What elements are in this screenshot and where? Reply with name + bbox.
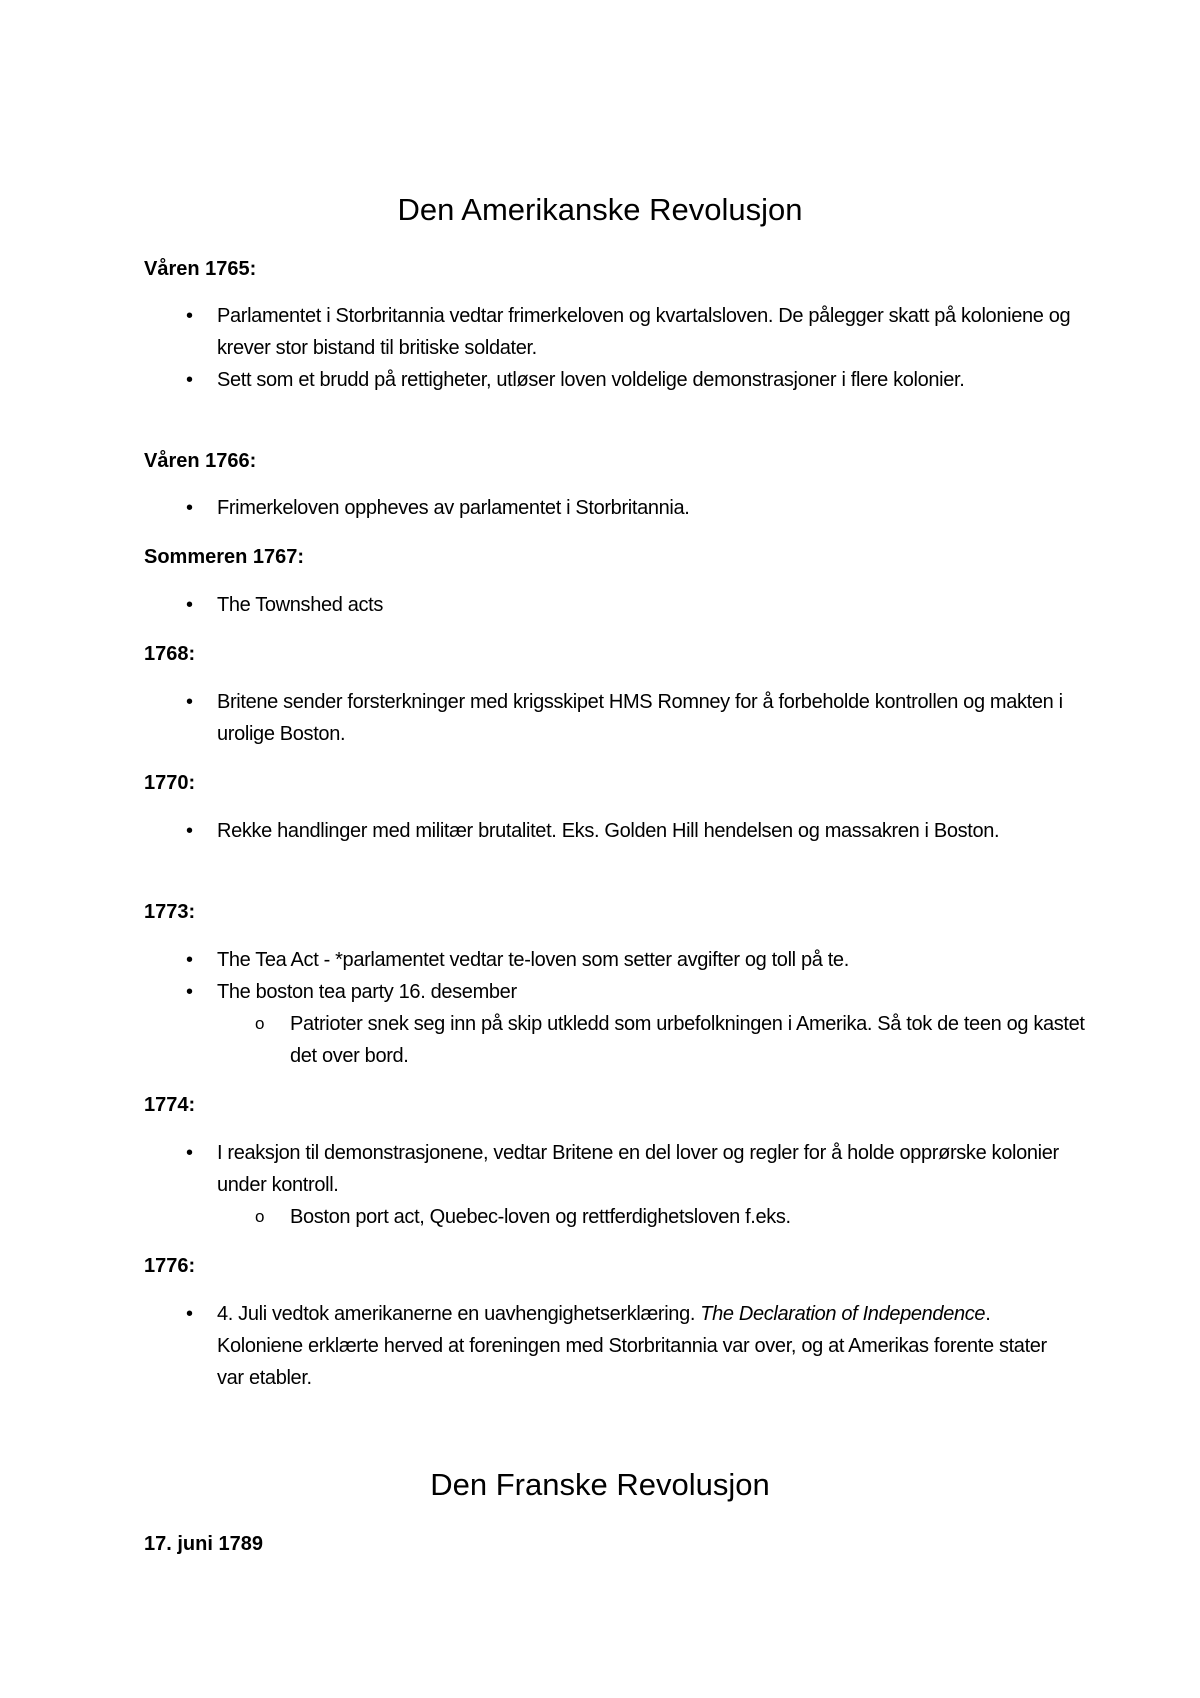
bullet-icon: • bbox=[186, 1303, 194, 1325]
list-item: Parlamentet i Storbritannia vedtar frimerkeloven og kvartalsloven. De pålegger skatt på koloniene og krever stor bistand til britiske soldater. bbox=[217, 305, 1071, 359]
bullet-icon: • bbox=[186, 369, 194, 391]
list-item: The Townshed acts bbox=[217, 594, 384, 616]
bullet-icon: • bbox=[186, 305, 194, 327]
bullet-icon: • bbox=[186, 691, 194, 713]
entry-heading: Våren 1765: bbox=[144, 258, 257, 280]
list-item: Rekke handlinger med militær brutalitet. Eks. Golden Hill hendelsen og massakren i Boston. bbox=[217, 820, 1000, 842]
list-item: Sett som et brudd på rettigheter, utløser loven voldelige demonstrasjoner i flere kolonier. bbox=[217, 369, 965, 391]
entry-heading: 17. juni 1789 bbox=[144, 1533, 263, 1555]
section-title-american: Den Amerikanske Revolusjon bbox=[397, 192, 803, 227]
list-item bbox=[217, 1298, 1077, 1394]
entry-heading: 1774: bbox=[144, 1094, 196, 1116]
sub-list-item: Boston port act, Quebec-loven og rettferdighetsloven f.eks. bbox=[290, 1206, 791, 1228]
list-item: I reaksjon til demonstrasjonene, vedtar Britene en del lover og regler for å holde opprørske kolonier under kontroll. bbox=[217, 1142, 1059, 1196]
list-item: Frimerkeloven oppheves av parlamentet i Storbritannia. bbox=[217, 497, 690, 519]
sub-bullet-icon: o bbox=[255, 1014, 265, 1033]
entry-heading: Sommeren 1767: bbox=[144, 546, 305, 568]
declaration-text-after: . Koloniene erklærte herved at foreningen med Storbritannia var over, og at Amerikas forente stater var etabler. bbox=[217, 1303, 1047, 1389]
bullet-icon: • bbox=[186, 1142, 194, 1164]
declaration-title-italic: The Declaration of Independence bbox=[700, 1303, 986, 1325]
entry-heading: 1776: bbox=[144, 1255, 196, 1277]
bullet-icon: • bbox=[186, 594, 194, 616]
list-item: The boston tea party 16. desember bbox=[217, 981, 517, 1003]
entry-heading: Våren 1766: bbox=[144, 450, 257, 472]
list-item: The Tea Act - *parlamentet vedtar te-loven som setter avgifter og toll på te. bbox=[217, 949, 849, 971]
entry-heading: 1770: bbox=[144, 772, 196, 794]
bullet-icon: • bbox=[186, 497, 194, 519]
declaration-text-before: 4. Juli vedtok amerikanerne en uavhengighetserklæring. bbox=[217, 1303, 701, 1325]
section-title-french: Den Franske Revolusjon bbox=[430, 1467, 770, 1502]
bullet-icon: • bbox=[186, 949, 194, 971]
sub-list-item: Patrioter snek seg inn på skip utkledd som urbefolkningen i Amerika. Så tok de teen og kastet det over bord. bbox=[290, 1013, 1085, 1067]
list-item: Britene sender forsterkninger med krigsskipet HMS Romney for å forbeholde kontrollen og makten i urolige Boston. bbox=[217, 691, 1063, 745]
sub-bullet-icon: o bbox=[255, 1207, 265, 1226]
entry-heading: 1768: bbox=[144, 643, 196, 665]
entry-heading: 1773: bbox=[144, 901, 196, 923]
bullet-icon: • bbox=[186, 820, 194, 842]
bullet-icon: • bbox=[186, 981, 194, 1003]
